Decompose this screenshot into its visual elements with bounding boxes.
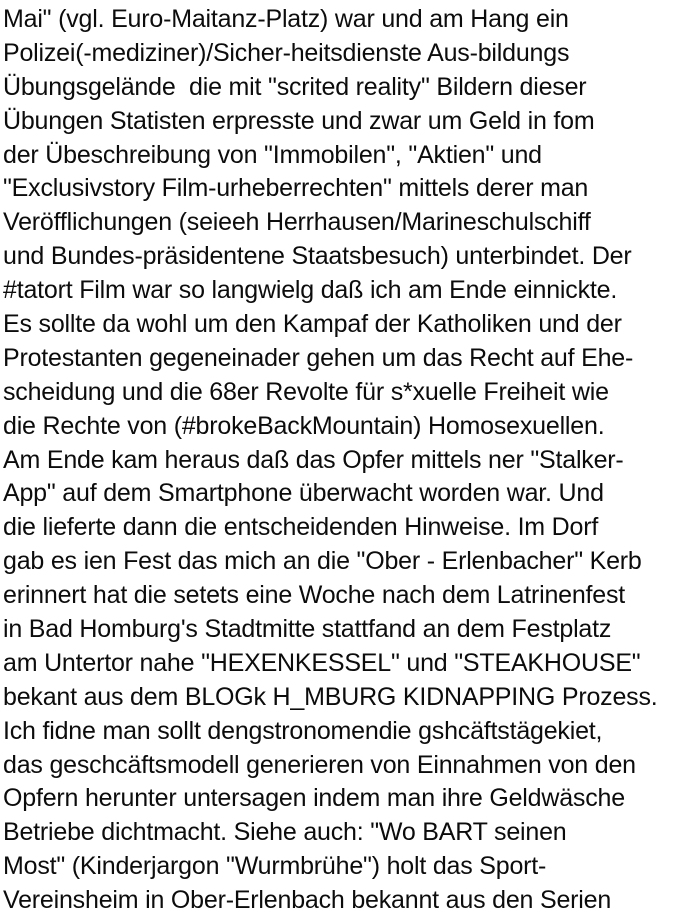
text-line: am Untertor nahe "HEXENKESSEL" und "STEAKHOUSE" (3, 648, 641, 677)
text-line: die Rechte von (#brokeBackMountain) Homosexuellen. (3, 411, 605, 440)
text-line: das geschcäftsmodell generieren von Einnahmen von den (3, 750, 636, 779)
text-line: Ich fidne man sollt dengstronomendie gshcäftstägekiet, (3, 716, 603, 745)
text-line: App" auf dem Smartphone überwacht worden war. Und (3, 479, 604, 508)
text-line: Betriebe dichtmacht. Siehe auch: "Wo BART seinen (3, 818, 567, 847)
text-line: und Bundes-präsidentene Staatsbesuch) unterbindet. Der (3, 242, 632, 271)
text-line: Übungsgelände die mit "scrited reality" Bildern dieser (3, 72, 587, 101)
text-line: Protestanten gegeneinader gehen um das Recht auf Ehe- (3, 343, 634, 372)
text-line: Vereinsheim in Ober-Erlenbach bekannt aus den Serien (3, 886, 612, 915)
text-line: #tatort Film war so langwielg daß ich am Ende einnickte. (3, 276, 618, 305)
text-line: Mai" (vgl. Euro-Maitanz-Platz) war und am Hang ein (3, 5, 569, 33)
text-line: Übungen Statisten erpresste und zwar um Geld in fom (3, 106, 595, 135)
text-line: in Bad Homburg's Stadtmitte stattfand an dem Festplatz (3, 615, 612, 644)
body-text-paragraph (3, 3, 684, 918)
text-line: Opfern herunter untersagen indem man ihre Geldwäsche (3, 784, 625, 813)
text-line: Es sollte da wohl um den Kampaf der Katholiken und der (3, 310, 622, 339)
text-line: gab es ien Fest das mich an die "Ober - Erlenbacher" Kerb (3, 547, 642, 576)
text-line: scheidung und die 68er Revolte für s*xuelle Freiheit wie (3, 377, 609, 406)
text-line: "Exclusivstory Film-urheberrechten" mittels derer man (3, 174, 589, 203)
text-line: Veröfflichungen (seieeh Herrhausen/Marineschulschiff (3, 208, 591, 237)
text-line: Polizei(-mediziner)/Sicher-heitsdienste Aus-bildungs (3, 38, 570, 67)
text-line: Most" (Kinderjargon "Wurmbrühe") holt das Sport- (3, 852, 547, 881)
text-line: der Übeschreibung von "Immobilen", "Aktien" und (3, 140, 542, 169)
text-line: die lieferte dann die entscheidenden Hinweise. Im Dorf (3, 513, 599, 542)
text-line: bekant aus dem BLOGk H_MBURG KIDNAPPING Prozess. (3, 682, 658, 711)
text-line: Am Ende kam heraus daß das Opfer mittels ner "Stalker- (3, 445, 624, 474)
text-line: erinnert hat die setets eine Woche nach dem Latrinenfest (3, 581, 626, 610)
